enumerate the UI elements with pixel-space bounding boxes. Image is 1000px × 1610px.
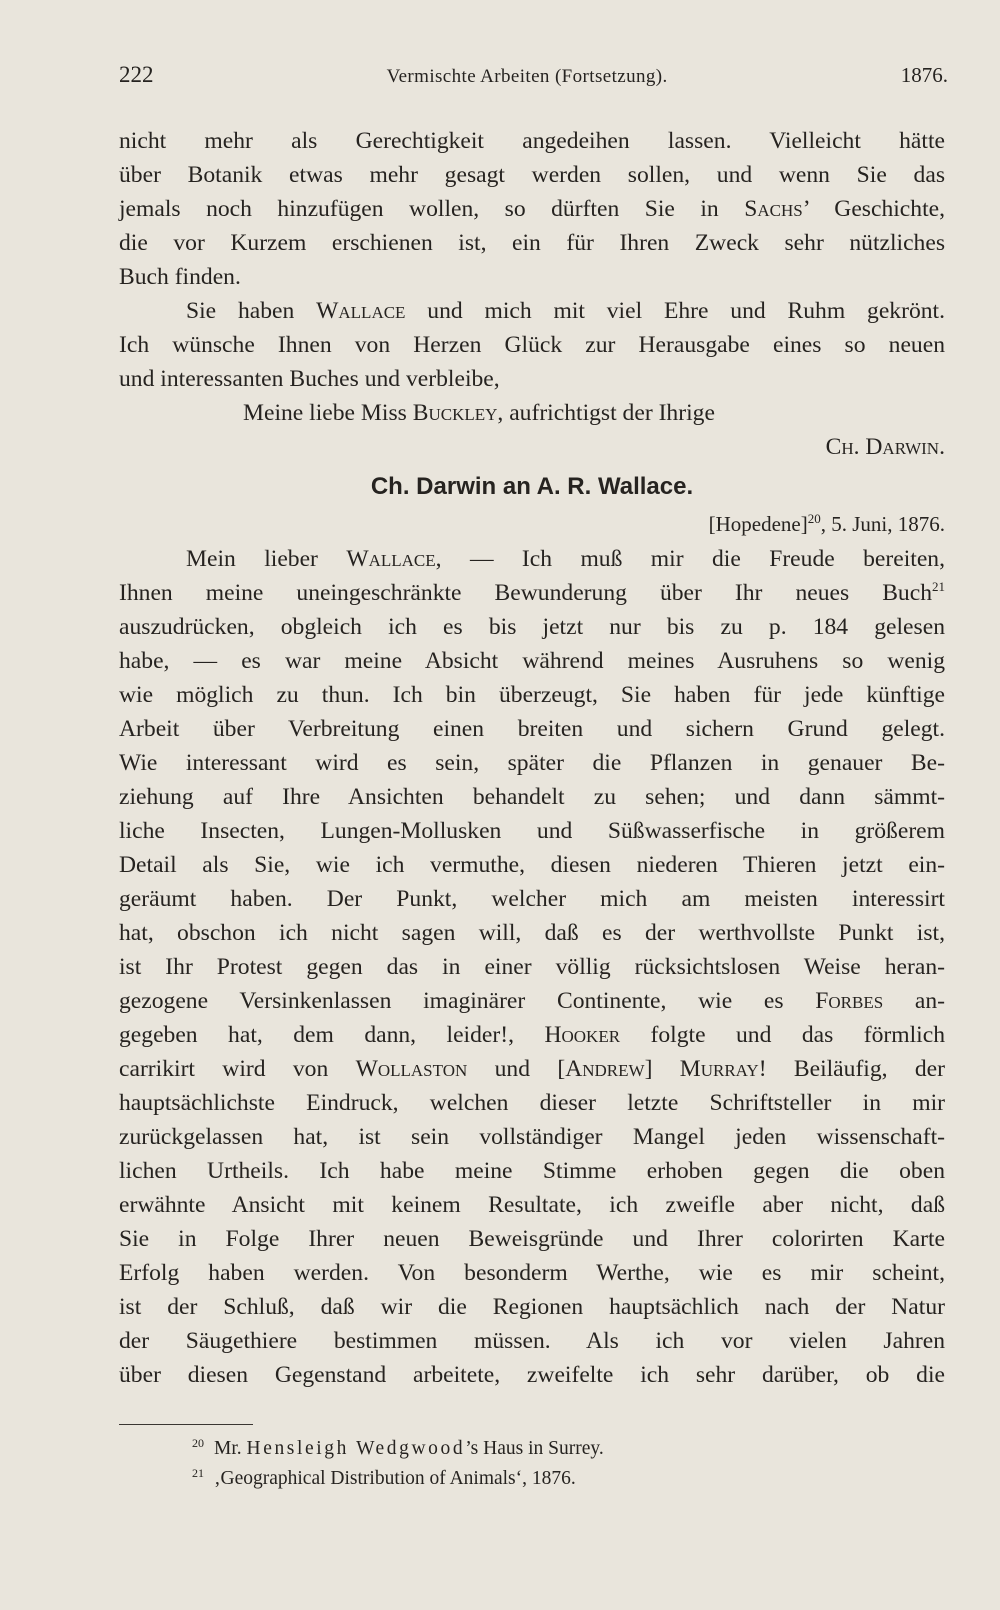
name-hensleigh-wedgwood: Hensleigh Wedgwood xyxy=(246,1438,466,1459)
text-line: und interessanten Buches und verbleibe, xyxy=(119,366,500,392)
signature: Ch. Darwin. xyxy=(825,434,945,460)
text-line: der Säugethiere bestimmen müssen. Als ich vor vielen Jahren xyxy=(119,1328,945,1354)
page-number: 222 xyxy=(119,62,154,87)
text-line: Arbeit über Verbreitung einen breiten und sichern Grund gelegt. xyxy=(119,716,945,742)
footnote-21: $^{21}$ ‚Geographical Distribution of Animals‘, 1876. xyxy=(192,1465,576,1489)
footnote-ref-20: 20 xyxy=(807,511,821,526)
text-line: nicht mehr als Gerechtigkeit angedeihen lassen. Vielleicht hätte xyxy=(119,128,945,154)
text-line: wie möglich zu thun. Ich bin überzeugt, Sie haben für jede künftige xyxy=(119,682,945,708)
text-line: ist der Schluß, daß wir die Regionen hauptsächlich nach der Natur xyxy=(119,1294,945,1320)
name-wallace: Wallace xyxy=(316,298,406,324)
text-line: carrikirt wird von Wollaston und [Andrew] Murray! Beiläufig, der xyxy=(119,1056,946,1082)
text-line: erwähnte Ansicht mit keinem Resultate, ich zweifle aber nicht, daß xyxy=(119,1192,945,1218)
text-line: jemals noch hinzufügen wollen, so dürften Sie in Sachs’ Geschichte, xyxy=(119,196,946,222)
text-line: gegeben hat, dem dann, leider!, Hooker folgte und das förmlich xyxy=(119,1022,945,1048)
header-year: 1876. xyxy=(900,63,948,87)
footnote-rule xyxy=(119,1424,253,1425)
text-line: lichen Urtheils. Ich habe meine Stimme erhoben gegen die oben xyxy=(119,1158,945,1184)
text-line: ist Ihr Protest gegen das in einer völlig rücksichtslosen Weise heran- xyxy=(119,954,945,980)
text-line: geräumt haben. Der Punkt, welcher mich am meisten interessirt xyxy=(119,886,945,912)
text-line: hat, obschon ich nicht sagen will, daß es der werthvollste Punkt ist, xyxy=(119,920,945,946)
text-line: Ihnen meine uneingeschränkte Bewunderung über Ihr neues Buch$^{21}$ xyxy=(119,579,945,606)
body-text xyxy=(119,124,945,1392)
text-line: Erfolg haben werden. Von besonderm Werthe, wie es mir scheint, xyxy=(119,1260,945,1286)
text-line: zurückgelassen hat, ist sein vollständiger Mangel jeden wissenschaft- xyxy=(119,1124,945,1150)
text-line: Wie interessant wird es sein, später die Pflanzen in genauer Be- xyxy=(119,750,945,776)
letter-heading: Ch. Darwin an A. R. Wallace. xyxy=(370,473,694,500)
text-line: die vor Kurzem erschienen ist, ein für Ihren Zweck sehr nützliches xyxy=(119,230,945,256)
name-hooker: Hooker xyxy=(544,1022,621,1048)
letter-dateline: [Hopedene]$^{20}$, 5. Juni, 1876. xyxy=(708,511,945,536)
name-andrew: Andrew xyxy=(565,1056,645,1082)
footnote-ref-21: 21 xyxy=(932,579,945,595)
closing-line: Meine liebe Miss Buckley, aufrichtigst der Ihrige xyxy=(243,400,715,426)
text-line: Detail als Sie, wie ich vermuthe, diesen niederen Thieren jetzt ein- xyxy=(119,852,945,878)
footnotes xyxy=(192,1434,604,1494)
running-title: Vermischte Arbeiten (Fortsetzung). xyxy=(386,66,668,87)
name-sachs: Sachs xyxy=(744,196,803,222)
text-line: über diesen Gegenstand arbeitete, zweifelte ich sehr darüber, ob die xyxy=(119,1362,945,1388)
text-line: Sie in Folge Ihrer neuen Beweisgründe und Ihrer colorirten Karte xyxy=(119,1226,945,1252)
text-line: gezogene Versinkenlassen imaginärer Continente, wie es Forbes an- xyxy=(119,988,946,1014)
footnote-20: $^{20}$ Mr. Hensleigh Wedgwood’s Haus in Surrey. xyxy=(192,1435,604,1459)
text-line: habe, — es war meine Absicht während meines Ausruhens so wenig xyxy=(119,648,945,674)
text-line: hauptsächlichste Eindruck, welchen dieser letzte Schriftsteller in mir xyxy=(119,1090,945,1116)
text-line: Ich wünsche Ihnen von Herzen Glück zur Herausgabe eines so neuen xyxy=(119,332,945,358)
text-line: Buch finden. xyxy=(119,264,241,290)
text-line: Sie haben Wallace und mich mit viel Ehre und Ruhm gekrönt. xyxy=(186,298,945,324)
text-line: Mein lieber Wallace, — Ich muß mir die Freude bereiten, xyxy=(186,546,945,572)
text-line: über Botanik etwas mehr gesagt werden sollen, und wenn Sie das xyxy=(119,162,945,188)
name-wollaston: Wollaston xyxy=(355,1056,468,1082)
text-line: auszudrücken, obgleich ich es bis jetzt nur bis zu p. 184 gelesen xyxy=(119,614,945,640)
name-wallace: Wallace xyxy=(346,546,436,572)
text-line: liche Insecten, Lungen-Mollusken und Süßwasserfische in größerem xyxy=(119,818,945,844)
page-header xyxy=(119,62,948,88)
name-forbes: Forbes xyxy=(815,988,884,1014)
text-line: ziehung auf Ihre Ansichten behandelt zu sehen; und dann sämmt- xyxy=(119,784,945,810)
name-buckley: Buckley xyxy=(412,400,498,426)
name-murray: Murray xyxy=(679,1056,759,1082)
